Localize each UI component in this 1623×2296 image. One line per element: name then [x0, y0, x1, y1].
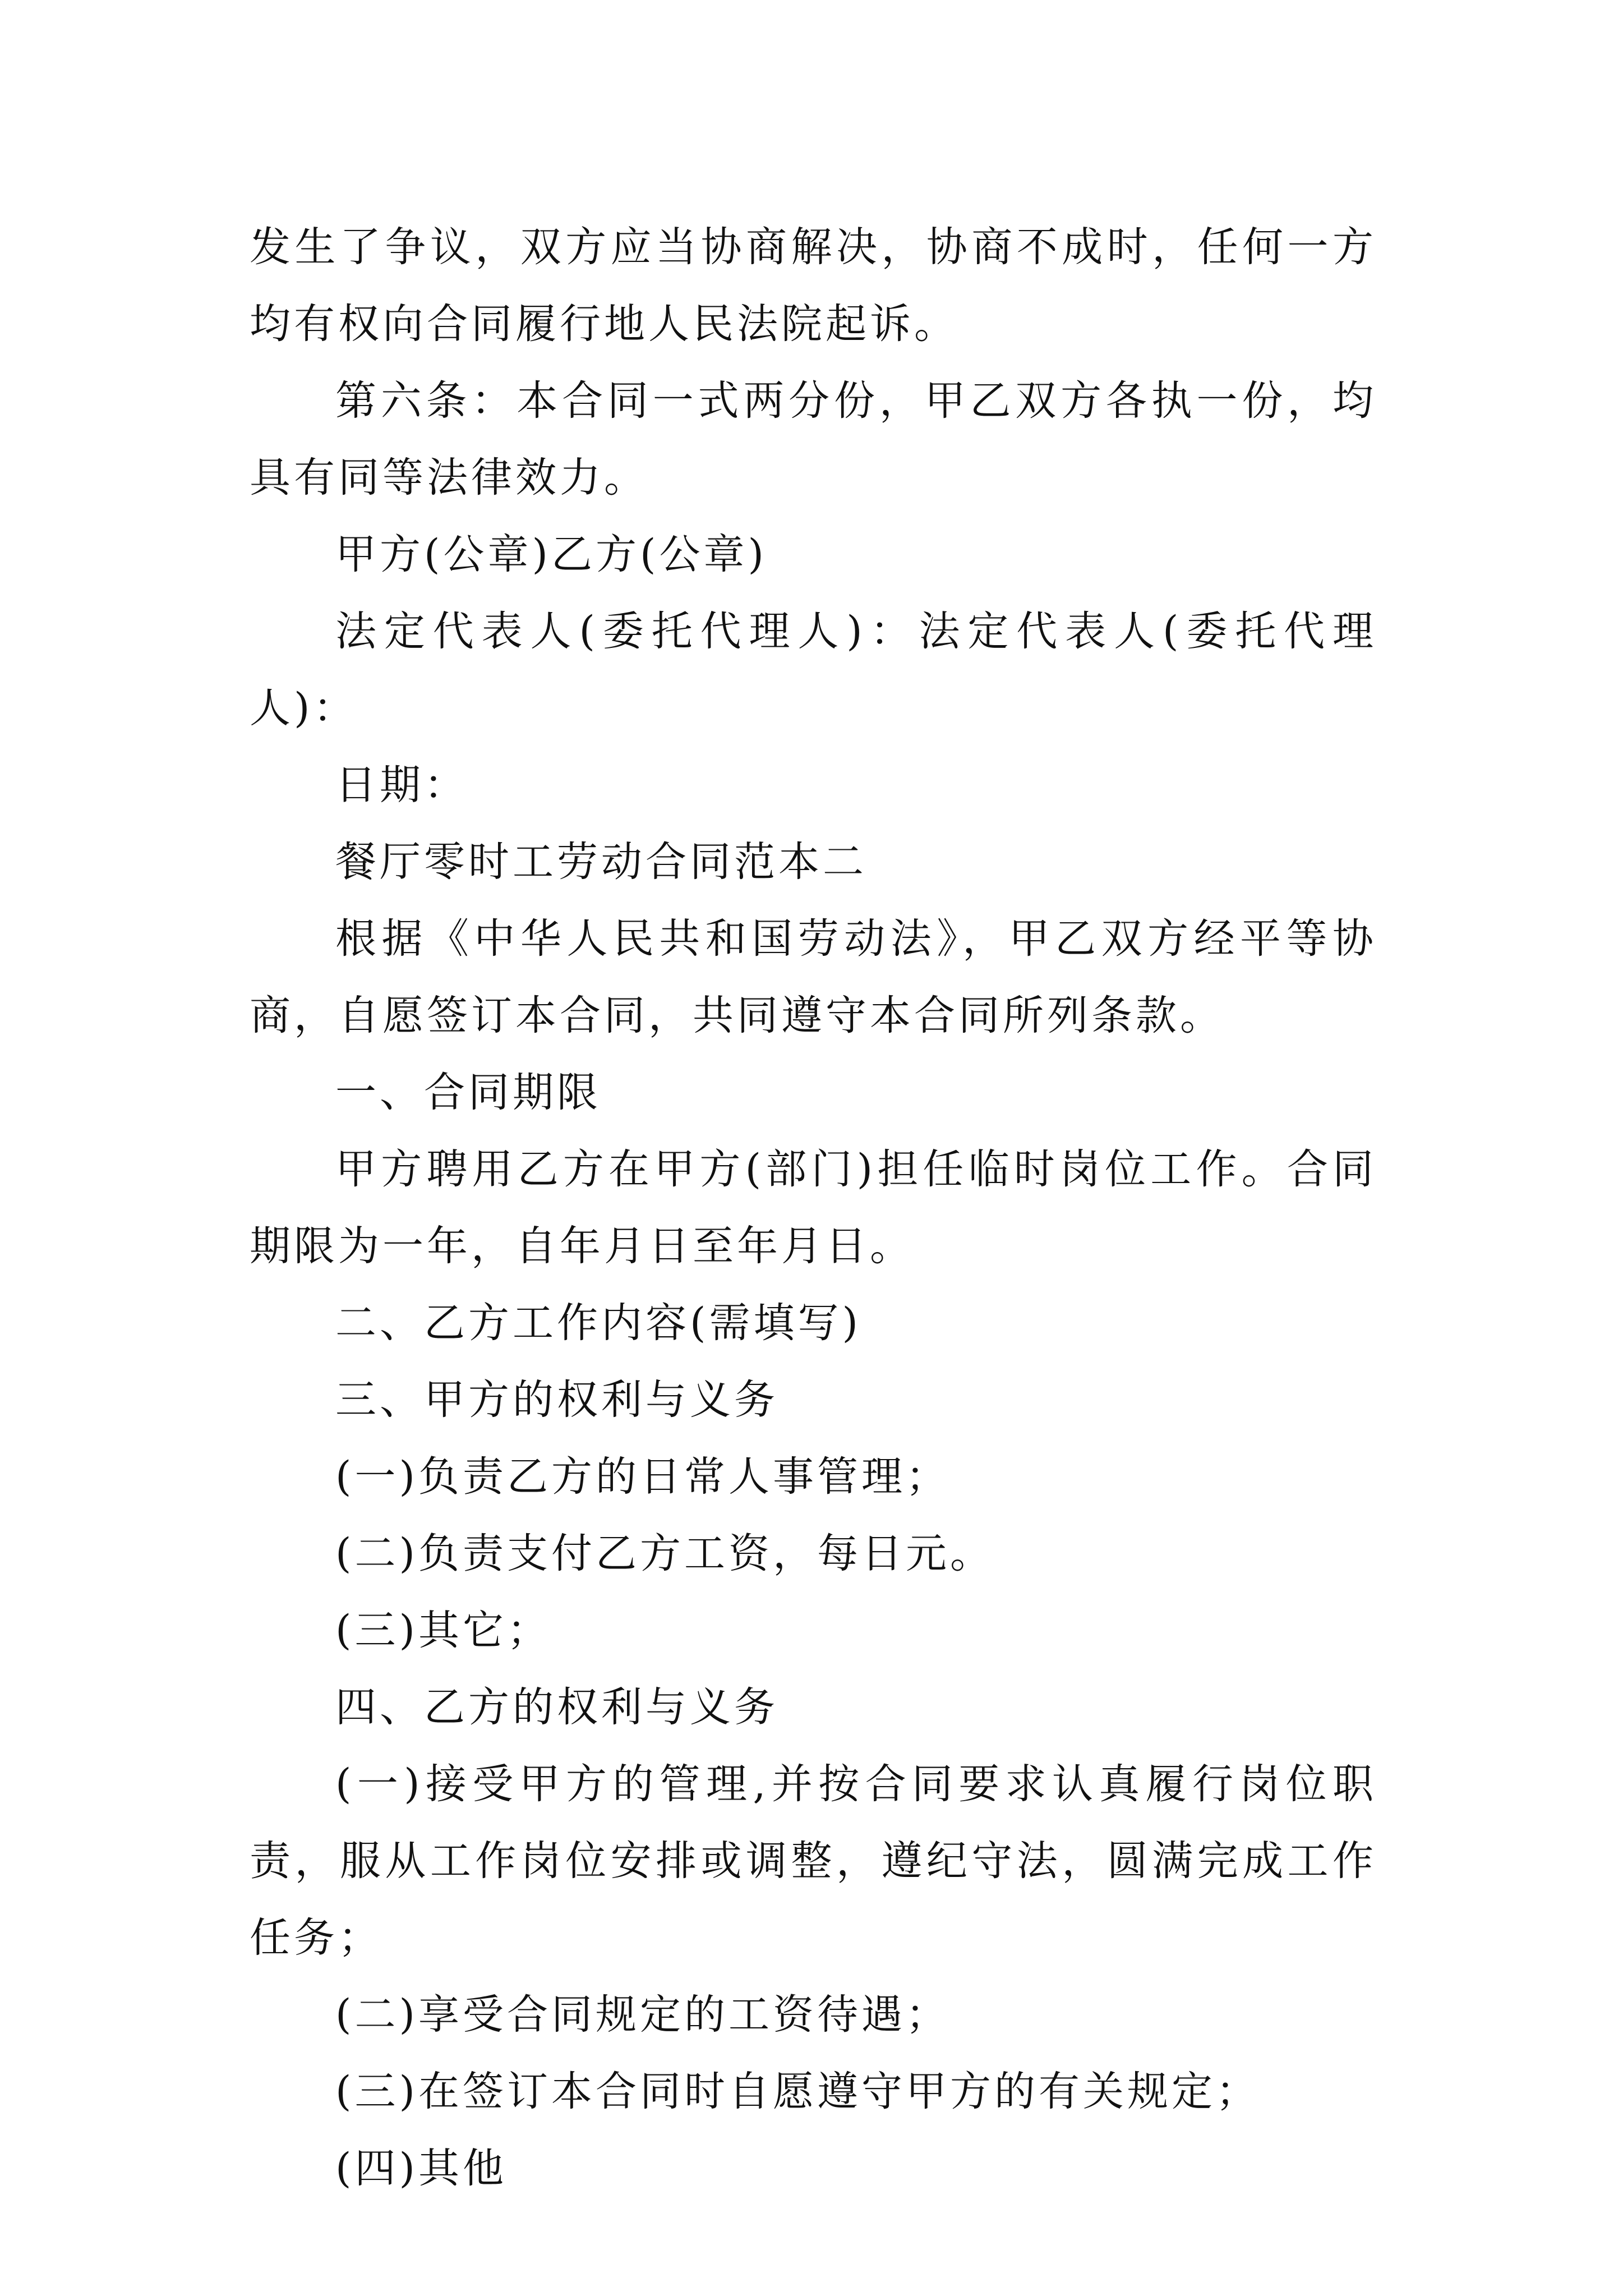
paragraph-preamble: 根据《中华人民共和国劳动法》，甲乙双方经平等协商，自愿签订本合同，共同遵守本合同所列条款。 — [250, 915, 1377, 1039]
item-party-a-1: (一)负责乙方的日常人事管理； — [335, 1453, 950, 1501]
heading-work-content: 二、乙方工作内容(需填写) — [335, 1299, 861, 1347]
paragraph-contract-term: 甲方聘用乙方在甲方(部门)担任临时岗位工作。合同期限为一年，自年月日至年月日。 — [250, 1145, 1377, 1270]
item-party-b-3: (三)在签订本合同时自愿遵守甲方的有关规定； — [335, 2068, 1260, 2115]
item-party-b-1: (一)接受甲方的管理,并按合同要求认真履行岗位职责，服从工作岗位安排或调整，遵纪守法，圆满完成工作任务； — [250, 1760, 1377, 1962]
paragraph-legal-representatives: 法定代表人(委托代理人)：法定代表人(委托代理人)： — [250, 608, 1377, 732]
paragraph-dispute-continuation: 发生了争议，双方应当协商解决，协商不成时，任何一方均有权向合同履行地人民法院起诉。 — [250, 223, 1377, 348]
section-title-template-two: 餐厅零时工劳动合同范本二 — [335, 838, 867, 886]
item-party-a-2: (二)负责支付乙方工资，每日元。 — [335, 1530, 994, 1577]
heading-contract-term: 一、合同期限 — [335, 1069, 601, 1116]
paragraph-party-seals: 甲方(公章)乙方(公章) — [335, 531, 767, 578]
document-body — [250, 209, 1377, 2207]
heading-party-a-rights: 三、甲方的权利与义务 — [335, 1376, 778, 1424]
item-party-a-3: (三)其它； — [335, 1607, 551, 1654]
heading-party-b-rights: 四、乙方的权利与义务 — [335, 1683, 778, 1731]
item-party-b-4: (四)其他 — [335, 2145, 507, 2192]
item-party-b-2: (二)享受合同规定的工资待遇； — [335, 1991, 950, 2039]
paragraph-article-six: 第六条：本合同一式两分份，甲乙双方各执一份，均具有同等法律效力。 — [250, 377, 1377, 501]
paragraph-date: 日期： — [335, 761, 468, 809]
